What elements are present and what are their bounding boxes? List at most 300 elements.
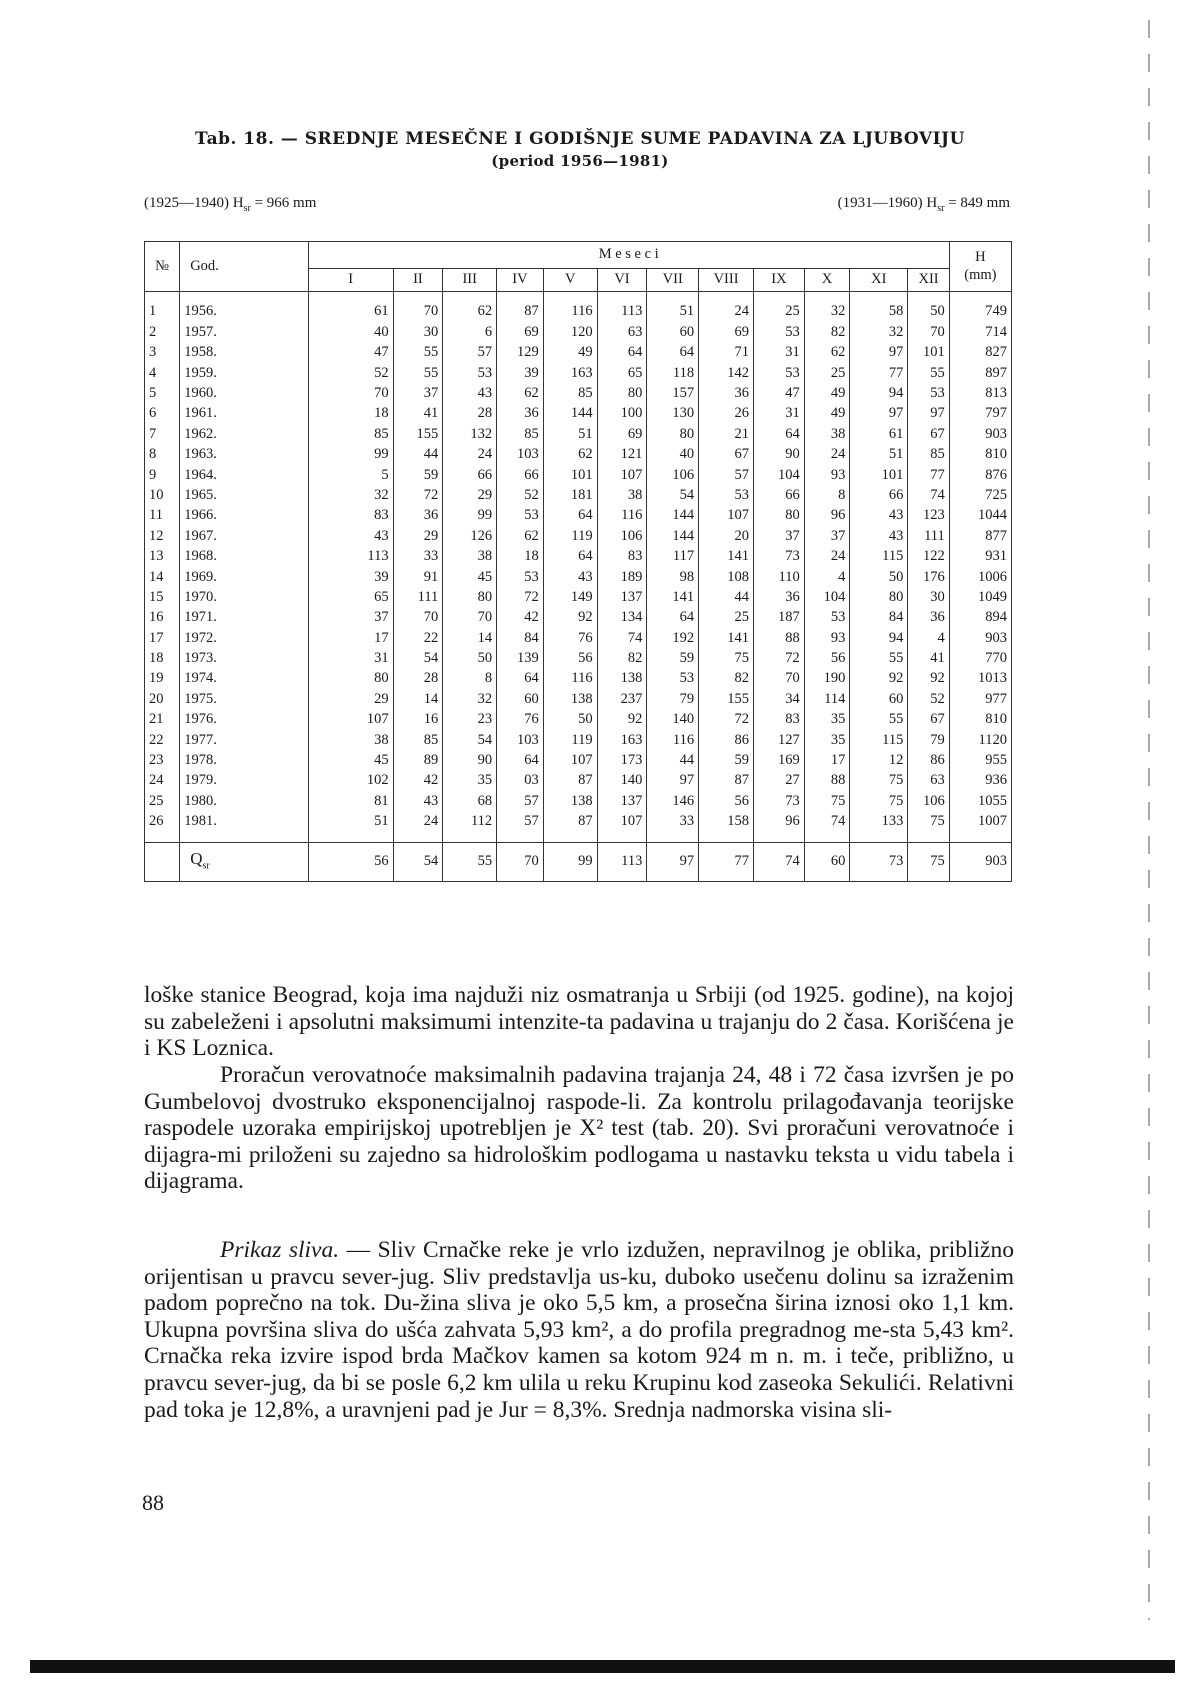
month-value: 63 (908, 771, 949, 791)
month-value: 29 (308, 689, 393, 709)
month-value: 85 (908, 445, 949, 465)
month-value: 63 (597, 322, 647, 342)
month-value: 75 (699, 649, 754, 669)
month-value: 101 (543, 465, 597, 485)
month-value: 29 (393, 526, 443, 546)
month-value: 140 (597, 771, 647, 791)
month-value: 72 (754, 649, 805, 669)
row-number: 13 (145, 547, 180, 567)
table-row (145, 812, 1012, 832)
month-value: 60 (850, 689, 908, 709)
row-year: 1960. (180, 384, 308, 404)
month-value: 30 (908, 587, 949, 607)
month-value: 22 (393, 628, 443, 648)
month-value: 149 (543, 587, 597, 607)
month-value: 44 (393, 445, 443, 465)
table-row (145, 384, 1012, 404)
month-value: 65 (308, 587, 393, 607)
month-value: 39 (497, 363, 544, 383)
annual-total: 1055 (949, 791, 1011, 811)
month-value: 60 (647, 322, 699, 342)
month-value: 155 (393, 424, 443, 444)
month-value: 53 (443, 363, 497, 383)
month-value: 51 (850, 445, 908, 465)
annual-total: 725 (949, 486, 1011, 506)
month-value: 158 (699, 812, 754, 832)
row-year: 1963. (180, 445, 308, 465)
average-value: 60 (804, 843, 850, 882)
month-value: 66 (497, 465, 544, 485)
header-god: God. (180, 242, 308, 292)
month-value: 40 (647, 445, 699, 465)
month-value: 59 (393, 465, 443, 485)
month-value: 57 (497, 812, 544, 832)
month-value: 56 (543, 649, 597, 669)
month-value: 30 (393, 322, 443, 342)
month-value: 35 (804, 730, 850, 750)
month-value: 97 (850, 343, 908, 363)
table-row (145, 424, 1012, 444)
month-value: 102 (308, 771, 393, 791)
month-value: 4 (804, 567, 850, 587)
average-label (180, 843, 308, 882)
row-year: 1976. (180, 710, 308, 730)
annual-total: 931 (949, 547, 1011, 567)
annual-total: 903 (949, 424, 1011, 444)
month-value: 43 (393, 791, 443, 811)
month-value: 106 (597, 526, 647, 546)
month-value: 40 (308, 322, 393, 342)
month-value: 138 (597, 669, 647, 689)
month-value: 36 (754, 587, 805, 607)
month-value: 43 (850, 526, 908, 546)
month-value: 52 (497, 486, 544, 506)
month-value: 54 (393, 649, 443, 669)
month-value: 82 (597, 649, 647, 669)
month-value: 56 (699, 791, 754, 811)
month-value: 97 (850, 404, 908, 424)
month-value: 44 (647, 751, 699, 771)
month-value: 14 (393, 689, 443, 709)
annual-total: 903 (949, 628, 1011, 648)
table-row (145, 567, 1012, 587)
month-value: 112 (443, 812, 497, 832)
annual-total: 1013 (949, 669, 1011, 689)
month-value: 115 (850, 547, 908, 567)
month-value: 34 (754, 689, 805, 709)
header-month: I (308, 269, 393, 292)
month-value: 127 (754, 730, 805, 750)
month-value: 45 (443, 567, 497, 587)
month-value: 25 (804, 363, 850, 383)
month-value: 53 (908, 384, 949, 404)
table-row (145, 628, 1012, 648)
month-value: 18 (308, 404, 393, 424)
month-value: 64 (754, 424, 805, 444)
month-value: 132 (443, 424, 497, 444)
month-value: 59 (699, 751, 754, 771)
month-value: 91 (393, 567, 443, 587)
month-value: 4 (908, 628, 949, 648)
month-value: 85 (497, 424, 544, 444)
month-value: 45 (308, 751, 393, 771)
month-value: 54 (647, 486, 699, 506)
row-number: 8 (145, 445, 180, 465)
month-value: 37 (804, 526, 850, 546)
paragraph-1: loške stanice Beograd, koja ima najduži niz osmatranja u Srbiji (od 1925. godine), na kojoj su zabeleženi i apsolutni maksimumi intenzite-ta padavina u trajanju do 2 časa. Korišćena je i KS Loznica. (144, 982, 1014, 1062)
month-value: 113 (308, 547, 393, 567)
month-value: 169 (754, 751, 805, 771)
annual-total: 1007 (949, 812, 1011, 832)
annual-total: 810 (949, 710, 1011, 730)
month-value: 64 (543, 506, 597, 526)
month-value: 90 (443, 751, 497, 771)
month-value: 64 (497, 669, 544, 689)
row-year: 1968. (180, 547, 308, 567)
month-value: 61 (850, 424, 908, 444)
table-row (145, 689, 1012, 709)
month-value: 57 (497, 791, 544, 811)
month-value: 80 (308, 669, 393, 689)
month-value: 58 (850, 302, 908, 322)
row-number: 26 (145, 812, 180, 832)
average-value: 55 (443, 843, 497, 882)
row-year: 1972. (180, 628, 308, 648)
month-value: 88 (754, 628, 805, 648)
month-value: 113 (597, 302, 647, 322)
month-value: 100 (597, 404, 647, 424)
month-value: 76 (497, 710, 544, 730)
month-value: 133 (850, 812, 908, 832)
average-value: 77 (699, 843, 754, 882)
month-value: 55 (393, 363, 443, 383)
row-number: 24 (145, 771, 180, 791)
month-value: 123 (908, 506, 949, 526)
month-value: 64 (597, 343, 647, 363)
average-value: 73 (850, 843, 908, 882)
month-value: 70 (754, 669, 805, 689)
month-value: 43 (308, 526, 393, 546)
month-value: 84 (850, 608, 908, 628)
month-value: 49 (543, 343, 597, 363)
table-row (145, 322, 1012, 342)
month-value: 92 (597, 710, 647, 730)
month-value: 21 (699, 424, 754, 444)
month-value: 129 (497, 343, 544, 363)
header-month: IV (497, 269, 544, 292)
row-year: 1979. (180, 771, 308, 791)
month-value: 65 (597, 363, 647, 383)
month-value: 32 (850, 322, 908, 342)
row-year: 1978. (180, 751, 308, 771)
month-value: 99 (308, 445, 393, 465)
month-value: 120 (543, 322, 597, 342)
table-row (145, 751, 1012, 771)
row-number: 19 (145, 669, 180, 689)
month-value: 138 (543, 791, 597, 811)
month-value: 28 (443, 404, 497, 424)
month-value: 97 (908, 404, 949, 424)
annual-total: 797 (949, 404, 1011, 424)
row-year: 1975. (180, 689, 308, 709)
header-no: № (145, 242, 180, 292)
month-value: 134 (597, 608, 647, 628)
month-value: 176 (908, 567, 949, 587)
month-value: 146 (647, 791, 699, 811)
month-value: 79 (908, 730, 949, 750)
month-value: 53 (754, 322, 805, 342)
table-row (145, 465, 1012, 485)
month-value: 87 (543, 771, 597, 791)
month-value: 138 (543, 689, 597, 709)
month-value: 36 (908, 608, 949, 628)
month-value: 03 (497, 771, 544, 791)
month-value: 38 (443, 547, 497, 567)
annual-total: 827 (949, 343, 1011, 363)
month-value: 163 (597, 730, 647, 750)
table-row (145, 363, 1012, 383)
table-caption (145, 128, 1015, 172)
table-row (145, 649, 1012, 669)
row-number: 3 (145, 343, 180, 363)
row-number: 14 (145, 567, 180, 587)
table-row (145, 404, 1012, 424)
average-value: 97 (647, 843, 699, 882)
header-meseci: M e s e c i (308, 242, 949, 269)
month-value: 83 (597, 547, 647, 567)
month-value: 53 (804, 608, 850, 628)
month-value: 43 (850, 506, 908, 526)
month-value: 130 (647, 404, 699, 424)
month-value: 66 (443, 465, 497, 485)
month-value: 137 (597, 791, 647, 811)
month-value: 77 (908, 465, 949, 485)
scan-margin-edge (1148, 20, 1150, 1620)
row-number: 15 (145, 587, 180, 607)
month-value: 33 (393, 547, 443, 567)
month-value: 75 (908, 812, 949, 832)
annual-total: 876 (949, 465, 1011, 485)
month-value: 107 (308, 710, 393, 730)
table-row (145, 445, 1012, 465)
table-row (145, 730, 1012, 750)
row-year: 1964. (180, 465, 308, 485)
month-value: 55 (850, 710, 908, 730)
month-value: 36 (393, 506, 443, 526)
table-row (145, 486, 1012, 506)
row-year: 1967. (180, 526, 308, 546)
month-value: 92 (543, 608, 597, 628)
row-number: 6 (145, 404, 180, 424)
paragraph-3 (144, 1237, 1014, 1423)
month-value: 16 (393, 710, 443, 730)
month-value: 51 (647, 302, 699, 322)
month-value: 116 (647, 730, 699, 750)
month-value: 14 (443, 628, 497, 648)
month-value: 114 (804, 689, 850, 709)
header-month: XII (908, 269, 949, 292)
hsr-left-value: = 966 mm (250, 195, 317, 211)
month-value: 108 (699, 567, 754, 587)
month-value: 104 (804, 587, 850, 607)
month-value: 53 (497, 506, 544, 526)
month-value: 68 (443, 791, 497, 811)
month-value: 87 (543, 812, 597, 832)
month-value: 37 (754, 526, 805, 546)
month-value: 64 (647, 343, 699, 363)
table-row (145, 791, 1012, 811)
header-h-label: H (975, 249, 986, 265)
month-value: 83 (308, 506, 393, 526)
row-year: 1956. (180, 302, 308, 322)
month-value: 80 (754, 506, 805, 526)
month-value: 87 (699, 771, 754, 791)
month-value: 88 (804, 771, 850, 791)
month-value: 33 (647, 812, 699, 832)
annual-total: 1120 (949, 730, 1011, 750)
row-number: 16 (145, 608, 180, 628)
month-value: 51 (543, 424, 597, 444)
month-value: 101 (908, 343, 949, 363)
month-value: 52 (308, 363, 393, 383)
month-value: 24 (699, 302, 754, 322)
month-value: 73 (754, 547, 805, 567)
row-year: 1981. (180, 812, 308, 832)
month-value: 50 (443, 649, 497, 669)
table-row (145, 771, 1012, 791)
hsr-right-sub: sr (937, 203, 945, 214)
month-value: 24 (804, 445, 850, 465)
month-value: 61 (308, 302, 393, 322)
row-year: 1959. (180, 363, 308, 383)
month-value: 80 (850, 587, 908, 607)
average-value: 99 (543, 843, 597, 882)
month-value: 53 (754, 363, 805, 383)
average-label-sub: sr (202, 860, 210, 872)
row-number: 21 (145, 710, 180, 730)
month-value: 32 (443, 689, 497, 709)
table-row (145, 710, 1012, 730)
month-value: 67 (908, 710, 949, 730)
month-value: 35 (443, 771, 497, 791)
row-number: 4 (145, 363, 180, 383)
month-value: 117 (647, 547, 699, 567)
annual-total: 894 (949, 608, 1011, 628)
month-value: 85 (543, 384, 597, 404)
average-annual: 903 (949, 843, 1011, 882)
month-value: 38 (597, 486, 647, 506)
month-value: 121 (597, 445, 647, 465)
month-value: 62 (497, 384, 544, 404)
month-value: 69 (497, 322, 544, 342)
month-value: 41 (908, 649, 949, 669)
month-value: 42 (393, 771, 443, 791)
month-value: 20 (699, 526, 754, 546)
month-value: 96 (804, 506, 850, 526)
month-value: 71 (699, 343, 754, 363)
month-value: 36 (699, 384, 754, 404)
month-value: 53 (497, 567, 544, 587)
annual-total: 810 (949, 445, 1011, 465)
row-number: 18 (145, 649, 180, 669)
month-value: 70 (908, 322, 949, 342)
month-value: 31 (754, 343, 805, 363)
month-value: 192 (647, 628, 699, 648)
month-value: 157 (647, 384, 699, 404)
month-value: 82 (699, 669, 754, 689)
annual-total: 1049 (949, 587, 1011, 607)
row-number: 2 (145, 322, 180, 342)
month-value: 32 (804, 302, 850, 322)
average-value: 113 (597, 843, 647, 882)
annual-total: 977 (949, 689, 1011, 709)
month-value: 37 (308, 608, 393, 628)
month-value: 99 (443, 506, 497, 526)
table-row (145, 547, 1012, 567)
month-value: 142 (699, 363, 754, 383)
month-value: 55 (393, 343, 443, 363)
month-value: 144 (543, 404, 597, 424)
row-year: 1970. (180, 587, 308, 607)
month-value: 24 (804, 547, 850, 567)
row-year: 1969. (180, 567, 308, 587)
month-value: 67 (699, 445, 754, 465)
month-value: 64 (647, 608, 699, 628)
month-value: 111 (393, 587, 443, 607)
month-value: 86 (908, 751, 949, 771)
month-value: 67 (908, 424, 949, 444)
month-value: 28 (393, 669, 443, 689)
table-row (145, 526, 1012, 546)
month-value: 86 (699, 730, 754, 750)
header-month: XI (850, 269, 908, 292)
table-row (145, 587, 1012, 607)
annual-total: 897 (949, 363, 1011, 383)
row-number: 22 (145, 730, 180, 750)
month-value: 62 (543, 445, 597, 465)
table-row (145, 343, 1012, 363)
month-value: 24 (393, 812, 443, 832)
month-value: 119 (543, 526, 597, 546)
month-value: 90 (754, 445, 805, 465)
month-value: 50 (850, 567, 908, 587)
month-value: 96 (754, 812, 805, 832)
hsr-right-note (838, 195, 1010, 214)
month-value: 66 (754, 486, 805, 506)
table-title: Tab. 18. — SREDNJE MESEČNE I GODIŠNJE SUME PADAVINA ZA LJUBOVIJU (195, 129, 965, 149)
annual-total: 1006 (949, 567, 1011, 587)
month-value: 173 (597, 751, 647, 771)
month-value: 70 (443, 608, 497, 628)
annual-total: 877 (949, 526, 1011, 546)
month-value: 75 (850, 791, 908, 811)
month-value: 190 (804, 669, 850, 689)
header-month: V (543, 269, 597, 292)
paragraph-2: Proračun verovatnoće maksimalnih padavina trajanja 24, 48 i 72 časa izvršen je po Gumbelovoj dvostruko eksponencijalnoj raspode-li. Za kontrolu prilagođavanja teorijske raspodele uzoraka empirijskoj upotrebljen je X² test (tab. 20). Svi proračuni verovatnoće i dijagra-mi priloženi su zajedno sa hidrološkim podlogama u nastavku teksta u vidu tabela i dijagrama. (144, 1062, 1014, 1195)
average-value: 54 (393, 843, 443, 882)
month-value: 37 (393, 384, 443, 404)
month-value: 70 (393, 608, 443, 628)
month-value: 43 (543, 567, 597, 587)
month-value: 72 (393, 486, 443, 506)
hsr-left-note (144, 195, 316, 214)
month-value: 187 (754, 608, 805, 628)
month-value: 66 (850, 486, 908, 506)
month-value: 74 (908, 486, 949, 506)
month-value: 62 (443, 302, 497, 322)
month-value: 93 (804, 628, 850, 648)
month-value: 141 (699, 628, 754, 648)
